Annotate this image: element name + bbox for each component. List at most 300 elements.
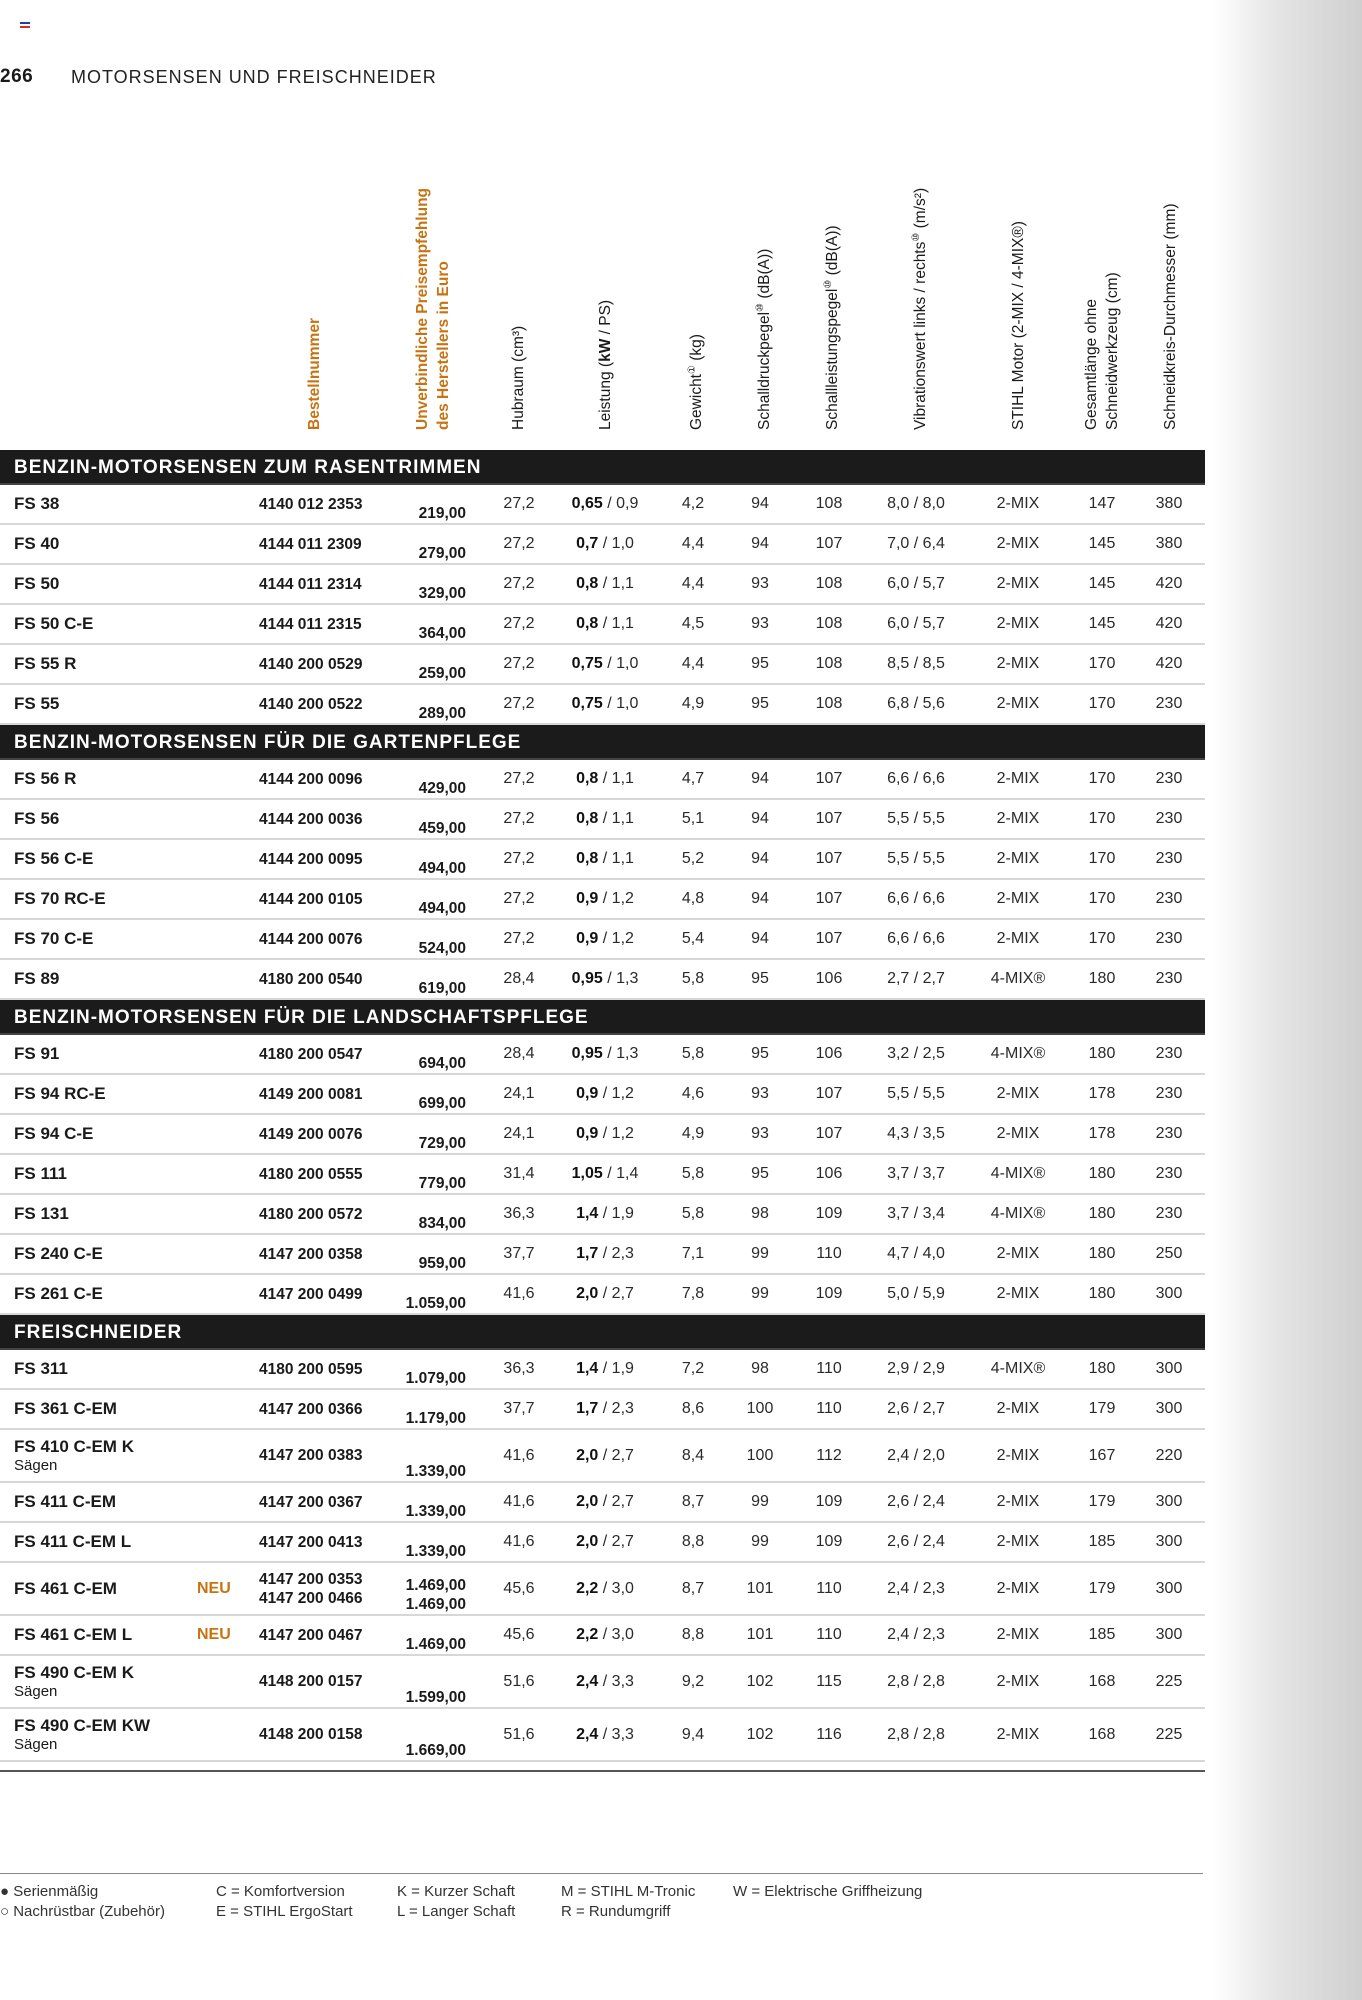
sound-power-cell: 112 [816,1446,842,1464]
order-number: 4180 200 0547 [259,1045,363,1063]
displacement-cell: 41,6 [503,1533,535,1550]
sound-power-cell: 108 [815,575,843,592]
model-name: FS 461 C-EM L [14,1625,133,1644]
power-kw: 2,2 [576,1626,599,1643]
order-number-cell [259,1275,362,1313]
price-cell [372,1115,466,1153]
col-header-order-number: Bestellnummer [306,318,323,430]
diameter-cell: 230 [1155,1045,1183,1062]
length-cell: 145 [1088,535,1116,552]
table-row [0,1235,1205,1275]
legend-col-4 [561,1882,695,1922]
sound-power-cell: 107 [815,930,843,947]
table-row [0,525,1205,565]
order-number-cell [259,685,362,723]
price-cell [372,800,466,838]
length-cell: 180 [1088,1165,1116,1182]
power-ps: / 2,7 [602,1285,634,1302]
weight-cell: 8,6 [681,1400,705,1417]
model-name: FS 461 C-EM [14,1578,117,1598]
model-name: FS 490 C-EM KW [14,1715,151,1735]
motor-cell: 2-MIX [996,1725,1040,1743]
price-cell [372,605,466,643]
displacement-cell: 41,6 [503,1285,535,1302]
model-cell [14,1616,132,1654]
weight-cell: 4,9 [681,695,705,712]
order-number-cell [259,485,362,523]
order-number-cell [259,1075,362,1113]
order-number: 4147 200 0467 [259,1626,363,1644]
table-row [0,485,1205,525]
order-number: 4144 011 2315 [259,615,362,633]
order-number: 4147 200 0499 [259,1285,363,1303]
order-number: 4144 200 0105 [259,890,363,908]
price-cell [372,1430,466,1481]
displacement-cell: 27,2 [503,850,535,867]
length-cell: 178 [1088,1125,1116,1142]
flag-icon [20,22,30,28]
power-kw: 0,9 [576,930,599,947]
col-header-weight: Gewicht① (kg) [687,334,706,430]
power-ps: / 1,9 [602,1360,634,1377]
model-name: FS 411 C-EM [14,1492,117,1511]
model-cell [14,1523,131,1561]
order-number-cell [259,1523,362,1561]
sound-power-cell: 108 [815,615,843,632]
vibration-cell: 4,7 / 4,0 [887,1245,945,1262]
power-kw: 0,95 [571,970,603,987]
model-name: FS 56 [14,809,60,828]
displacement-cell: 27,2 [503,615,535,632]
model-cell [14,1350,68,1388]
power-kw: 2,0 [576,1446,599,1464]
weight-cell: 5,8 [681,1205,705,1222]
motor-cell: 2-MIX [996,1493,1040,1510]
diameter-cell: 300 [1155,1285,1183,1302]
sound-power-cell: 107 [815,1085,843,1102]
sound-pressure-cell: 94 [751,810,769,827]
model-cell [14,1656,134,1707]
model-note: Sägen [14,1456,58,1474]
price: 429,00 [418,780,466,797]
motor-cell: 2-MIX [996,1085,1040,1102]
sound-power-cell: 109 [815,1205,843,1222]
motor-cell: 2-MIX [996,535,1040,552]
model-cell [14,525,59,563]
price-cell [372,1563,466,1614]
price-cell [372,1656,466,1707]
category-header: BENZIN-MOTORSENSEN FÜR DIE LANDSCHAFTSPFLEGE [0,1000,1205,1035]
table-row [0,1523,1205,1563]
length-cell: 178 [1088,1085,1116,1102]
table-row [0,1430,1205,1483]
order-number-cell [259,1616,362,1654]
power-ps: / 2,7 [602,1533,634,1550]
length-cell: 170 [1088,770,1116,787]
diameter-cell: 300 [1155,1533,1183,1550]
power-cell [565,1275,645,1313]
diameter-cell: 300 [1155,1579,1183,1597]
model-name: FS 56 C-E [14,849,94,868]
power-ps: / 1,1 [602,615,634,632]
sound-power-cell: 109 [815,1285,843,1302]
price-cell [372,1483,466,1521]
price-cell [372,760,466,798]
col-header-sound-pressure: Schalldruckpegel⑩ (dB(A)) [755,248,774,430]
power-ps: / 0,9 [607,495,639,512]
order-number-cell [259,1350,362,1388]
power-kw: 0,9 [576,1125,599,1142]
price: 1.079,00 [405,1370,466,1387]
price-cell [372,960,466,998]
legend-item: L = Langer Schaft [397,1903,516,1920]
sound-power-cell: 116 [816,1725,842,1743]
table-row [0,1483,1205,1523]
sound-pressure-cell: 94 [751,770,769,787]
power-kw: 1,05 [571,1165,603,1182]
diameter-cell: 420 [1155,655,1183,672]
table-row [0,760,1205,800]
model-cell [14,1235,103,1273]
price: 1.599,00 [405,1689,466,1706]
model-name: FS 410 C-EM K [14,1436,134,1456]
power-ps: / 1,9 [602,1205,634,1222]
power-kw: 0,7 [576,535,599,552]
length-cell: 170 [1088,695,1116,712]
power-ps: / 1,4 [607,1165,639,1182]
diameter-cell: 380 [1155,535,1183,552]
weight-cell: 4,4 [681,535,705,552]
price: 364,00 [418,625,466,642]
price: 329,00 [418,585,466,602]
spec-table [0,450,1205,1762]
model-cell [14,1430,134,1481]
table-row [0,565,1205,605]
sound-pressure-cell: 100 [746,1446,774,1464]
vibration-cell: 8,5 / 8,5 [887,655,945,672]
order-number: 4140 012 2353 [259,495,363,513]
power-cell [565,1235,645,1273]
price: 1.339,00 [405,1463,466,1480]
page-number: 266 [0,66,34,87]
length-cell: 168 [1088,1725,1116,1743]
power-ps: / 1,0 [607,655,639,672]
model-cell [14,760,76,798]
weight-cell: 7,2 [681,1360,705,1377]
price: 279,00 [418,545,466,562]
order-number: 4148 200 0157 [259,1673,363,1690]
sound-pressure-cell: 102 [746,1672,774,1690]
power-cell [565,1709,645,1760]
motor-cell: 4-MIX® [990,970,1046,987]
vibration-cell: 8,0 / 8,0 [887,495,945,512]
displacement-cell: 31,4 [503,1165,535,1182]
power-kw: 2,0 [576,1285,599,1302]
order-number-cell [259,1656,362,1707]
price-cell [372,1616,466,1654]
order-number-cell [259,1155,362,1193]
order-number-cell [259,840,362,878]
motor-cell: 2-MIX [996,1672,1040,1690]
table-bottom-rule [0,1770,1205,1772]
motor-cell: 2-MIX [996,1579,1040,1597]
weight-cell: 8,7 [681,1493,705,1510]
power-ps: / 1,3 [607,1045,639,1062]
table-row [0,880,1205,920]
power-ps: / 2,7 [602,1446,634,1464]
sound-pressure-cell: 93 [751,1085,769,1102]
power-cell [565,1656,645,1707]
price: 699,00 [418,1095,466,1112]
diameter-cell: 225 [1155,1725,1183,1743]
order-number: 4147 200 0353 [259,1570,363,1588]
weight-cell: 5,2 [681,850,705,867]
model-cell [14,565,59,603]
weight-cell: 9,2 [681,1672,705,1690]
new-badge: NEU [197,1579,231,1597]
price-cell [372,1195,466,1233]
legend-col-3 [397,1882,515,1922]
power-ps: / 2,7 [602,1493,634,1510]
vibration-cell: 2,4 / 2,3 [887,1626,945,1643]
displacement-cell: 27,2 [503,575,535,592]
table-row [0,1616,1205,1656]
table-row [0,1035,1205,1075]
order-number-cell [259,645,362,683]
table-row [0,645,1205,685]
length-cell: 168 [1088,1672,1116,1690]
sound-power-cell: 110 [816,1245,842,1262]
table-row [0,1390,1205,1430]
sound-pressure-cell: 93 [751,615,769,632]
col-header-power: Leistung (kW / PS) [597,299,614,430]
displacement-cell: 27,2 [503,695,535,712]
order-number: 4147 200 0413 [259,1533,363,1551]
displacement-cell: 51,6 [503,1672,535,1690]
model-name: FS 56 R [14,769,77,788]
motor-cell: 2-MIX [996,495,1040,512]
displacement-cell: 37,7 [503,1400,535,1417]
table-row [0,1195,1205,1235]
model-cell [14,960,59,998]
diameter-cell: 230 [1155,770,1183,787]
model-name: FS 94 C-E [14,1124,94,1143]
model-cell [14,920,93,958]
power-cell [565,565,645,603]
power-kw: 0,8 [576,810,599,827]
displacement-cell: 45,6 [503,1579,535,1597]
length-cell: 180 [1088,1045,1116,1062]
order-number: 4148 200 0158 [259,1726,363,1743]
model-cell [14,800,59,838]
diameter-cell: 300 [1155,1493,1183,1510]
sound-power-cell: 110 [816,1626,842,1643]
motor-cell: 2-MIX [996,1533,1040,1550]
order-number: 4144 011 2314 [259,575,362,593]
price-cell [372,645,466,683]
price: 959,00 [418,1255,466,1272]
sound-pressure-cell: 100 [746,1400,774,1417]
power-kw: 2,4 [576,1725,599,1743]
model-name: FS 50 C-E [14,614,94,633]
power-cell [565,920,645,958]
power-kw: 1,7 [576,1400,599,1417]
order-number: 4147 200 0466 [259,1589,363,1607]
price: 1.669,00 [405,1742,466,1759]
price: 729,00 [418,1135,466,1152]
diameter-cell: 225 [1155,1672,1183,1690]
vibration-cell: 6,6 / 6,6 [887,890,945,907]
displacement-cell: 37,7 [503,1245,535,1262]
motor-cell: 4-MIX® [990,1165,1046,1182]
order-number-cell [259,920,362,958]
power-ps: / 1,1 [602,770,634,787]
vibration-cell: 2,4 / 2,3 [887,1579,945,1597]
power-cell [565,1616,645,1654]
flag-stripe-red [20,26,30,28]
power-cell [565,645,645,683]
power-kw: 0,8 [576,615,599,632]
new-badge: NEU [197,1626,231,1643]
model-name: FS 311 [14,1359,68,1378]
power-cell [565,960,645,998]
displacement-cell: 27,2 [503,655,535,672]
length-cell: 180 [1088,1205,1116,1222]
length-cell: 170 [1088,850,1116,867]
sound-pressure-cell: 93 [751,1125,769,1142]
model-cell [14,1155,67,1193]
motor-cell: 2-MIX [996,695,1040,712]
legend-item: C = Komfortversion [216,1883,345,1900]
sound-pressure-cell: 99 [751,1493,769,1510]
model-name: FS 70 RC-E [14,889,106,908]
sound-pressure-cell: 98 [751,1205,769,1222]
price: 289,00 [418,705,466,722]
power-cell [565,685,645,723]
length-cell: 185 [1088,1533,1116,1550]
price-cell [372,1523,466,1561]
vibration-cell: 2,4 / 2,0 [887,1446,945,1464]
table-row [0,1656,1205,1709]
price-cell [372,525,466,563]
order-number: 4180 200 0595 [259,1360,363,1378]
weight-cell: 4,7 [681,770,705,787]
power-ps: / 2,3 [602,1400,634,1417]
col-header-length: Gesamtlänge ohne Schneidwerkzeug (cm) [1083,272,1121,430]
order-number: 4147 200 0383 [259,1447,363,1464]
order-number-cell [259,880,362,918]
displacement-cell: 45,6 [503,1626,535,1643]
sound-pressure-cell: 95 [751,655,769,672]
power-kw: 0,8 [576,850,599,867]
col-header-displacement: Hubraum (cm³) [510,325,527,430]
price: 219,00 [418,505,466,522]
diameter-cell: 230 [1155,850,1183,867]
legend-item: M = STIHL M-Tronic [561,1883,696,1900]
weight-cell: 4,5 [681,615,705,632]
power-ps: / 1,2 [602,930,634,947]
power-kw: 1,7 [576,1245,599,1262]
order-number: 4144 200 0036 [259,810,363,828]
order-number-cell [259,1709,362,1760]
diameter-cell: 230 [1155,890,1183,907]
col-header-sound-power: Schallleistungspegel⑩ (dB(A)) [823,225,842,430]
price-cell [372,1350,466,1388]
power-cell [565,800,645,838]
weight-cell: 5,8 [681,1045,705,1062]
sound-pressure-cell: 94 [751,535,769,552]
order-number: 4144 011 2309 [259,535,362,553]
table-row [0,685,1205,725]
order-number: 4147 200 0367 [259,1493,363,1511]
sound-pressure-cell: 101 [746,1579,774,1597]
category-header: BENZIN-MOTORSENSEN ZUM RASENTRIMMEN [0,450,1205,485]
weight-cell: 8,7 [681,1579,705,1597]
model-cell [14,605,93,643]
price-cell [372,1275,466,1313]
weight-cell: 4,4 [681,575,705,592]
model-note: Sägen [14,1682,58,1700]
price: 524,00 [418,940,466,957]
power-kw: 0,9 [576,890,599,907]
power-ps: / 3,0 [602,1579,634,1597]
power-cell [565,485,645,523]
length-cell: 167 [1088,1446,1116,1464]
sound-pressure-cell: 101 [746,1626,774,1643]
sound-power-cell: 106 [815,1045,843,1062]
length-cell: 145 [1088,575,1116,592]
length-cell: 170 [1088,930,1116,947]
motor-cell: 2-MIX [996,1626,1040,1643]
power-cell [565,880,645,918]
power-cell [565,1430,645,1481]
weight-cell: 8,8 [681,1626,705,1643]
diameter-cell: 300 [1155,1400,1183,1417]
length-cell: 179 [1088,1400,1116,1417]
motor-cell: 2-MIX [996,615,1040,632]
sound-pressure-cell: 95 [751,1165,769,1182]
sound-power-cell: 108 [815,655,843,672]
power-ps: / 1,1 [602,810,634,827]
table-row [0,1275,1205,1315]
displacement-cell: 24,1 [503,1125,535,1142]
price-cell [372,565,466,603]
diameter-cell: 230 [1155,1205,1183,1222]
motor-cell: 2-MIX [996,810,1040,827]
vibration-cell: 2,8 / 2,8 [887,1725,945,1743]
order-number-cell [259,960,362,998]
table-row [0,960,1205,1000]
weight-cell: 5,8 [681,970,705,987]
order-number-cell [259,1390,362,1428]
price: 1.469,00 [405,1577,466,1594]
sound-power-cell: 109 [815,1533,843,1550]
weight-cell: 5,4 [681,930,705,947]
vibration-cell: 6,8 / 5,6 [887,695,945,712]
sound-power-cell: 110 [816,1360,842,1377]
model-name: FS 91 [14,1044,60,1063]
power-kw: 2,0 [576,1493,599,1510]
weight-cell: 7,8 [681,1285,705,1302]
table-row [0,1563,1205,1616]
order-number: 4140 200 0522 [259,695,363,713]
price-cell [372,1390,466,1428]
displacement-cell: 51,6 [503,1725,535,1743]
sound-power-cell: 110 [816,1400,842,1417]
power-ps: / 3,3 [602,1672,634,1690]
weight-cell: 5,8 [681,1165,705,1182]
displacement-cell: 27,2 [503,930,535,947]
